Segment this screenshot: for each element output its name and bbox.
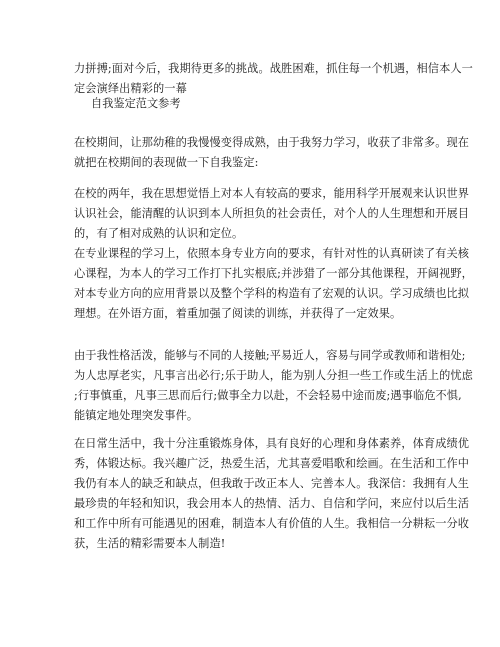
text-line: 定会演绎出精彩的一幕 <box>74 82 187 95</box>
paragraph-4 <box>74 434 470 554</box>
text-line: 理想。在外语方面，着重加强了阅读的训练，并获得了一定效果。 <box>74 307 402 320</box>
text-line: 心课程，为本人的学习工作打下扎实根底;并涉猎了一部分其他课程，开阔视野， <box>74 267 473 280</box>
section-subtitle: 自我鉴定范文参考 <box>91 97 181 110</box>
intro-paragraph <box>74 59 473 99</box>
text-line: 对本专业方向的应用背景以及整个学科的构造有了宏观的认识。学习成绩也比拟 <box>74 287 470 300</box>
text-line: ;行事慎重，凡事三思而后行;做事全力以赴，不会轻易中途而废;遇事临危不惧, <box>74 389 462 402</box>
text-line: 力拼搏;面对今后，我期待更多的挑战。战胜困难，抓住每一个机遇，相信本人一 <box>74 62 473 75</box>
text-line: 我仍有本人的缺乏和缺点，但我敢于改正本人、完善本人。我深信：我拥有人生 <box>74 477 470 490</box>
text-line: 获，生活的精彩需要本人制造! <box>74 537 226 550</box>
paragraph-2 <box>74 184 473 324</box>
text-line: 在校的两年，我在思想觉悟上对本人有较高的要求，能用科学开展观来认识世界 <box>74 187 470 200</box>
text-line: 由于我性格活泼，能够与不同的人接触;平易近人，容易与同学或教师和谐相处; <box>74 349 466 362</box>
text-line: 就把在校期间的表现做一下自我鉴定: <box>74 156 259 169</box>
paragraph-1 <box>74 133 470 173</box>
text-line: 秀，体锻达标。我兴趣广泛，热爱生活，尤其喜爱唱歌和绘画。在生活和工作中 <box>74 457 470 470</box>
text-line: 认识社会，能清醒的认识到本人所担负的社会责任，对个人的人生理想和开展目 <box>74 207 470 220</box>
text-line: 能镇定地处理突发事件。 <box>74 409 199 422</box>
text-line: 为人忠厚老实，凡事言出必行;乐于助人，能为别人分担一些工作或生活上的忧虑 <box>74 369 473 382</box>
text-line: 在校期间，让那幼稚的我慢慢变得成熟，由于我努力学习，收获了非常多。现在 <box>74 136 470 149</box>
text-line: 最珍贵的年轻和知识，我会用本人的热情、活力、自信和学问，来应付以后生活 <box>74 497 470 510</box>
text-line: 和工作中所有可能遇见的困难，制造本人有价值的人生。我相信一分耕耘一分收 <box>74 517 470 530</box>
text-line: 的，有了相对成熟的认识和定位。 <box>74 227 244 240</box>
text-line: 在日常生活中，我十分注重锻炼身体，具有良好的心理和身体素养，体育成绩优 <box>74 437 470 450</box>
text-line: 在专业课程的学习上，依照本身专业方向的要求，有针对性的认真研读了有关核 <box>74 247 470 260</box>
paragraph-3 <box>74 346 473 426</box>
